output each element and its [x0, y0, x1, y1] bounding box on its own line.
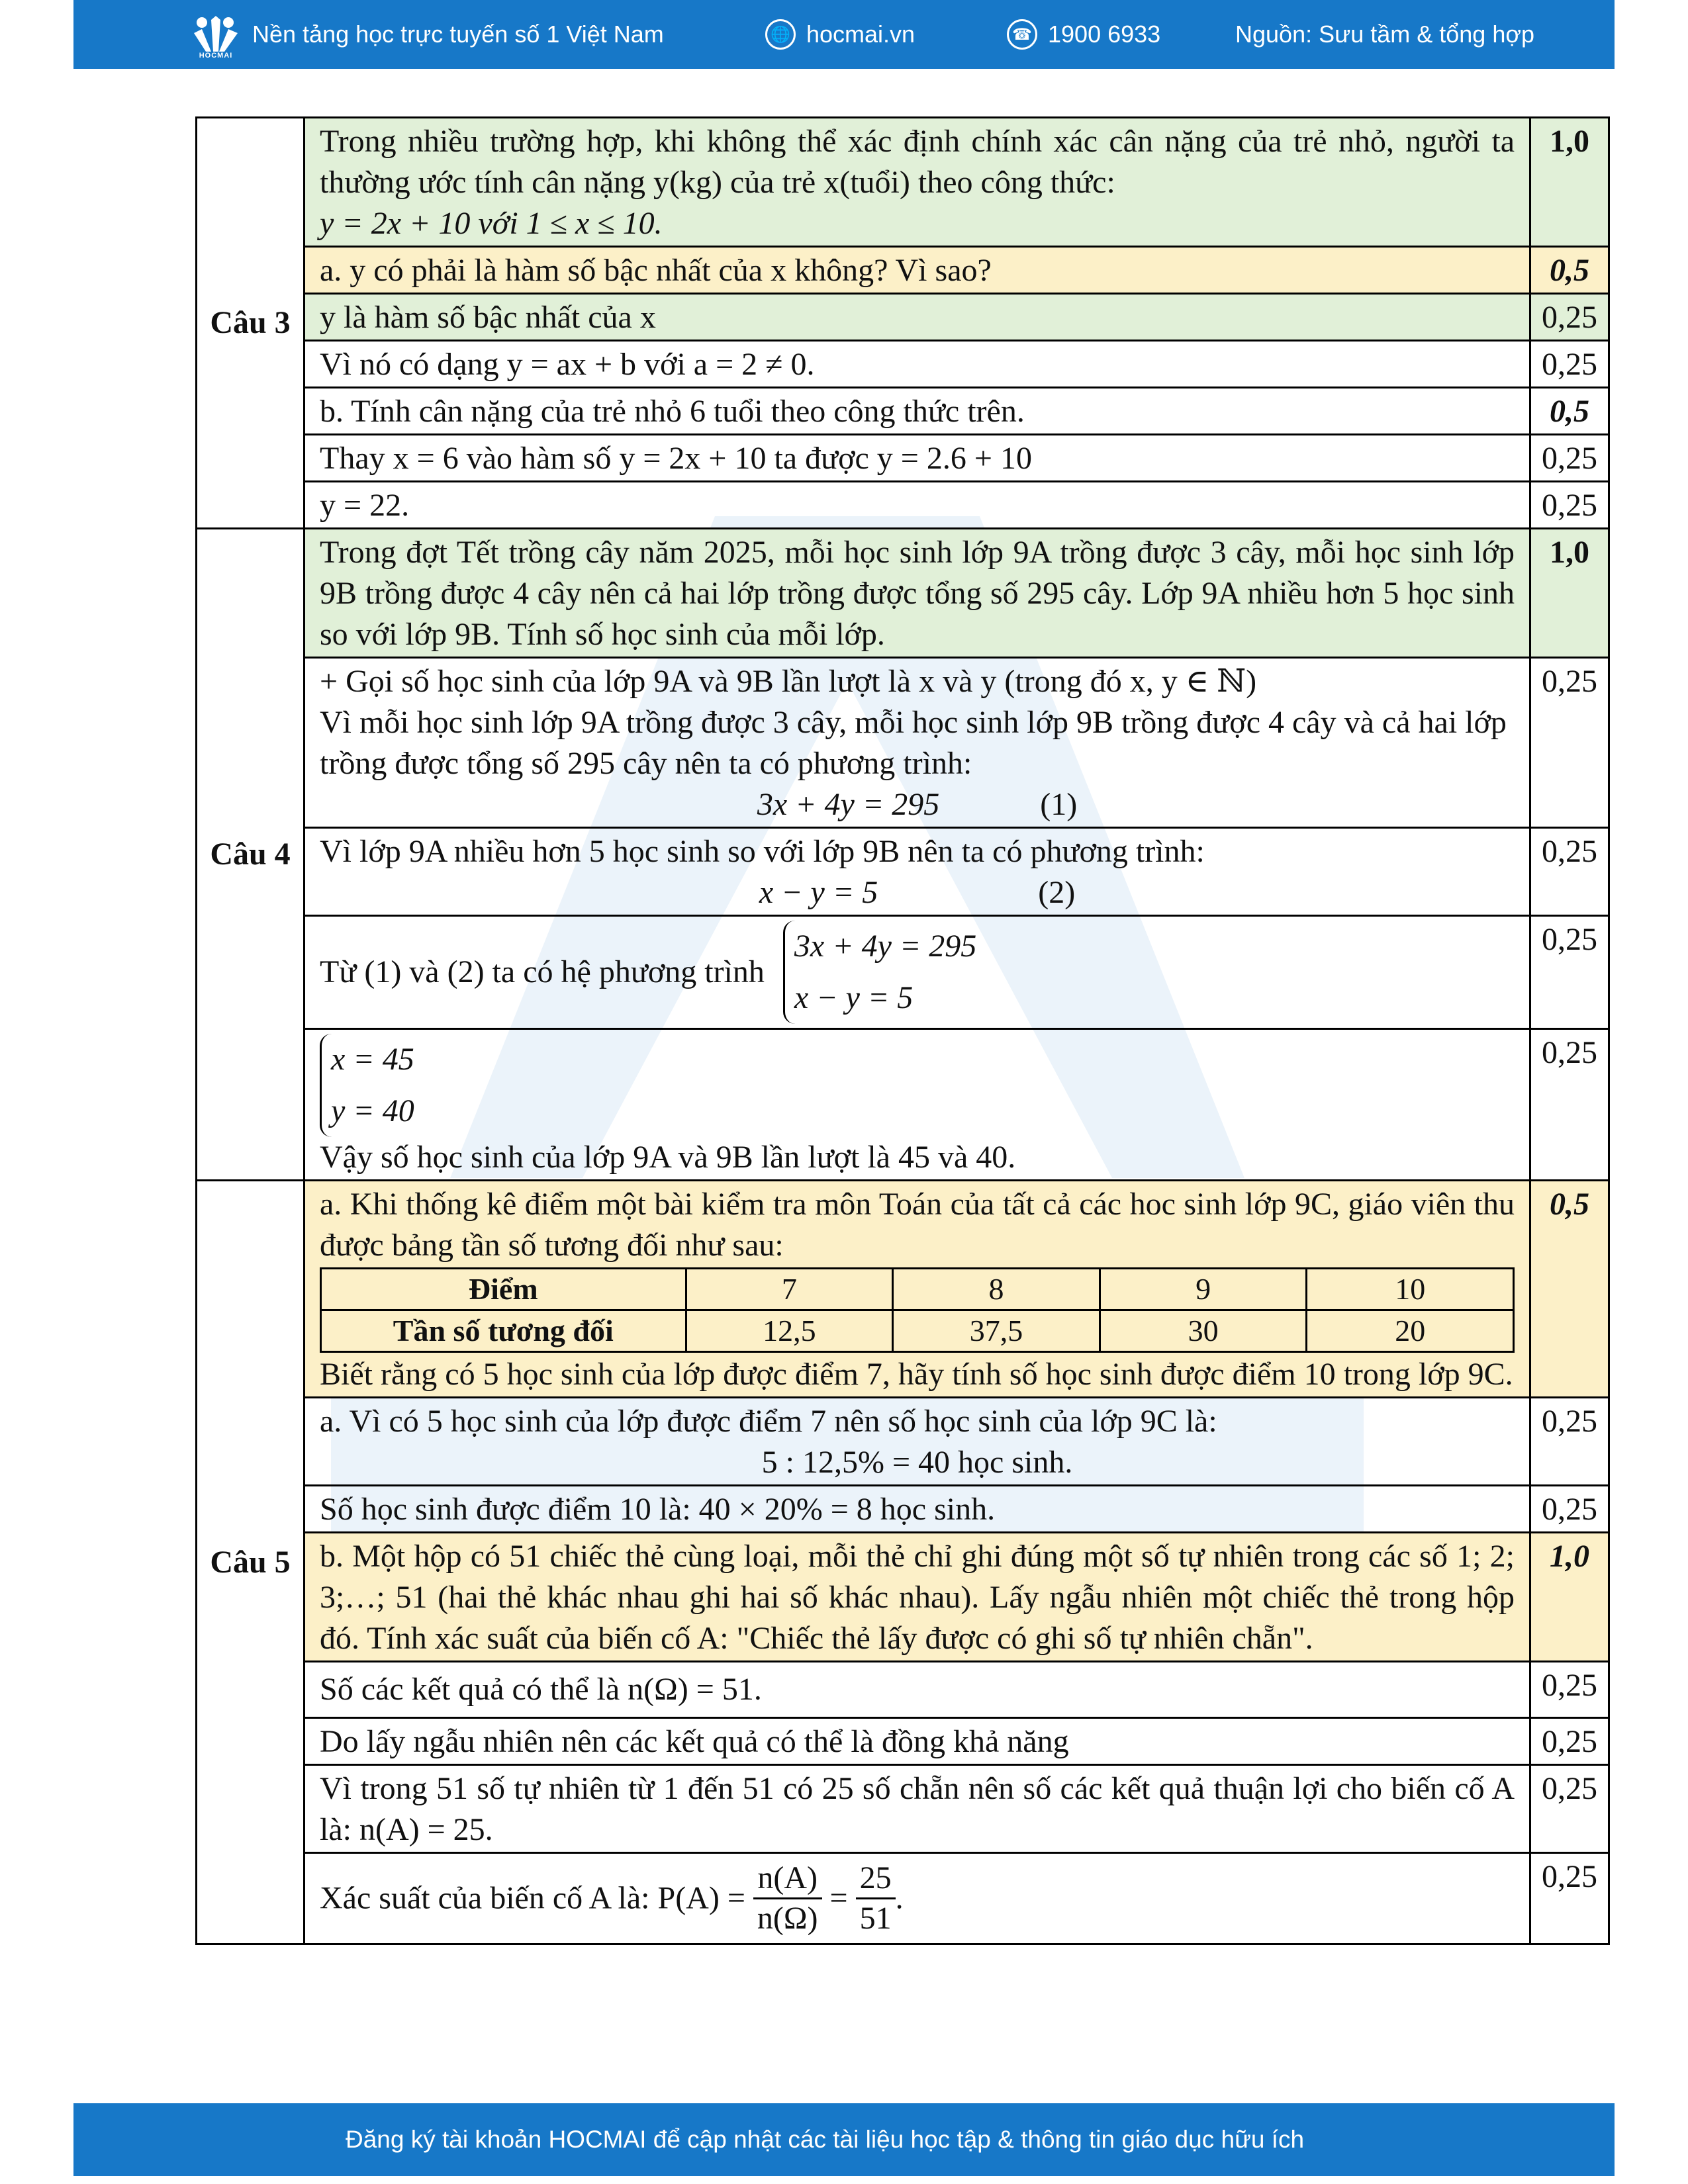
cau5-question-b: b. Một hộp có 51 chiếc thẻ cùng loại, mỗi thẻ chỉ ghi đúng một số tự nhiên trong các số 1; 2; 3;…; 51 (hai thẻ khác nhau ghi hai số khác nhau). Lấy ngẫu nhiên một chiếc thẻ trong hộp đó. Tính xác suất của biến cố A: "Chiếc thẻ lấy được có ghi số tự nhiên chẵn".: [305, 1533, 1530, 1662]
phone-text: 1900 6933: [1048, 21, 1161, 48]
score-cell: 7: [686, 1269, 893, 1310]
cau3-intro-points: 1,0: [1530, 118, 1609, 247]
cau4-intro-points: 1,0: [1530, 529, 1609, 658]
hocmai-logo[interactable]: [189, 8, 243, 61]
phone-icon: ☎: [1007, 19, 1037, 50]
score-cell: 8: [893, 1269, 1100, 1310]
cau5-answer-b3: Vì trong 51 số tự nhiên từ 1 đến 51 có 25 số chẵn nên số các kết quả thuận lợi cho biến cố A là: n(A) = 25.: [305, 1765, 1530, 1853]
cau5-answer-a1-equation: 5 : 12,5% = 40 học sinh.: [761, 1445, 1073, 1480]
cau3-answer-a2: Vì nó có dạng y = ax + b với a = 2 ≠ 0.: [305, 341, 1530, 388]
cau4-step1-line2: Vì mỗi học sinh lớp 9A trồng được 3 cây, mỗi học sinh lớp 9B trồng được 4 cây và cả hai lớp trồng được tổng số 295 cây nên ta có phương trình:: [320, 705, 1507, 781]
cau3-answer-a1-points: 0,25: [1530, 294, 1609, 341]
frequency-table-row: [321, 1310, 1514, 1352]
frequency-header-tan-so: Tần số tương đối: [321, 1310, 686, 1352]
cau5-answer-a2-points: 0,25: [1530, 1486, 1609, 1533]
phone-link[interactable]: [1007, 0, 1160, 69]
cau4-step2-equation: [320, 872, 1515, 913]
frequency-table-row: [321, 1269, 1514, 1310]
solution-x: x = 45: [331, 1042, 414, 1077]
equation-1-number: (1): [1040, 787, 1078, 822]
cau4-step2-points: 0,25: [1530, 828, 1609, 916]
cau4-step1-points: 0,25: [1530, 658, 1609, 828]
probability-end: .: [895, 1880, 904, 1916]
cau4-intro: Trong đợt Tết trồng cây năm 2025, mỗi học sinh lớp 9A trồng được 3 cây, mỗi học sinh lớp 9B trồng được 4 cây nên cả hai lớp trồng được tổng số 295 cây. Lớp 9A nhiều hơn 5 học sinh so với lớp 9B. Tính số học sinh của mỗi lớp.: [305, 529, 1530, 658]
cau3-answer-a1: y là hàm số bậc nhất của x: [305, 294, 1530, 341]
footer-text: Đăng ký tài khoản HOCMAI để cập nhật các tài liệu học tập & thông tin giáo dục hữu ích: [346, 2126, 1305, 2153]
cau3-answer-a2-points: 0,25: [1530, 341, 1609, 388]
cau5-answer-b4: [305, 1853, 1530, 1944]
cau4-step3-line: Từ (1) và (2) ta có hệ phương trình: [320, 954, 765, 989]
cau5-question-a: [305, 1181, 1530, 1398]
cau4-system: [783, 921, 976, 1024]
cau5-answer-a1: [305, 1398, 1530, 1486]
fraction-1-denominator: n(Ω): [757, 1901, 818, 1936]
fraction-2-denominator: 51: [859, 1901, 892, 1936]
cau4-step1: [305, 658, 1530, 828]
cau5-answer-b2-points: 0,25: [1530, 1718, 1609, 1765]
solution-y: y = 40: [331, 1093, 414, 1128]
system-eq-1: 3x + 4y = 295: [794, 929, 977, 964]
header-bar: [73, 0, 1615, 69]
source-text: Nguồn: Sưu tầm & tổng hợp: [1235, 21, 1534, 48]
cau3-question-b-points: 0,5: [1530, 388, 1609, 435]
fraction-2-numerator: 25: [856, 1859, 896, 1899]
logo-text: HOCMAI: [199, 52, 233, 60]
cau5-question-a-end: Biết rằng có 5 học sinh của lớp được điểm 7, hãy tính số học sinh được điểm 10 trong lớp 9C.: [320, 1357, 1513, 1392]
cau4-step2-line: Vì lớp 9A nhiều hơn 5 học sinh so với lớp 9B nên ta có phương trình:: [320, 834, 1205, 869]
cau5-answer-a2: Số học sinh được điểm 10 là: 40 × 20% = 8 học sinh.: [305, 1486, 1530, 1533]
cau3-answer-b1: Thay x = 6 vào hàm số y = 2x + 10 ta được y = 2.6 + 10: [305, 435, 1530, 482]
cau4-step1-equation: [320, 784, 1515, 825]
score-cell: 10: [1307, 1269, 1514, 1310]
frequency-cell: 37,5: [893, 1310, 1100, 1352]
cau5-question-a-text: a. Khi thống kê điểm một bài kiểm tra môn Toán của tất cả các hoc sinh lớp 9C, giáo viên thu được bảng tần số tương đối như sau:: [320, 1187, 1515, 1263]
tagline: Nền tảng học trực tuyến số 1 Việt Nam: [252, 21, 664, 48]
cau4-step4-points: 0,25: [1530, 1029, 1609, 1181]
cau5-question-b-points: 1,0: [1530, 1533, 1609, 1662]
cau4-step3-points: 0,25: [1530, 916, 1609, 1029]
equals-sign: =: [829, 1880, 848, 1916]
cau3-answer-b2: y = 22.: [305, 482, 1530, 529]
cau3-question-a: a. y có phải là hàm số bậc nhất của x không? Vì sao?: [305, 247, 1530, 294]
cau4-step4: [305, 1029, 1530, 1181]
globe-icon: 🌐: [765, 19, 796, 50]
probability-fraction-1: [753, 1859, 822, 1938]
cau5-question-a-points: 0,5: [1530, 1181, 1609, 1398]
cau5-answer-b1: Số các kết quả có thể là n(Ω) = 51.: [305, 1662, 1530, 1718]
cau4-step3: [305, 916, 1530, 1029]
cau3-intro: [305, 118, 1530, 247]
system-eq-2: x − y = 5: [794, 980, 914, 1015]
website-text: hocmai.vn: [806, 21, 915, 48]
cau4-step2: [305, 828, 1530, 916]
cau5-answer-a1-line: a. Vì có 5 học sinh của lớp được điểm 7 nên số học sinh của lớp 9C là:: [320, 1404, 1217, 1439]
equation-1: 3x + 4y = 295: [757, 787, 940, 822]
cau3-answer-b1-points: 0,25: [1530, 435, 1609, 482]
fraction-1-numerator: n(A): [753, 1859, 822, 1899]
website-link[interactable]: [765, 0, 915, 69]
frequency-cell: 30: [1100, 1310, 1307, 1352]
cau3-answer-b2-points: 0,25: [1530, 482, 1609, 529]
frequency-header-diem: Điểm: [321, 1269, 686, 1310]
cau3-question-b: b. Tính cân nặng của trẻ nhỏ 6 tuổi theo công thức trên.: [305, 388, 1530, 435]
cau5-answer-b1-points: 0,25: [1530, 1662, 1609, 1718]
cau4-solution: [320, 1034, 414, 1137]
cau4-step1-line1: + Gọi số học sinh của lớp 9A và 9B lần lượt là x và y (trong đó x, y ∈ ℕ): [320, 664, 1257, 699]
frequency-cell: 12,5: [686, 1310, 893, 1352]
question-label-cau3: Câu 3: [197, 118, 305, 529]
cau5-answer-b2: Do lấy ngẫu nhiên nên các kết quả có thể là đồng khả năng: [305, 1718, 1530, 1765]
question-label-cau4: Câu 4: [197, 529, 305, 1181]
probability-prefix: Xác suất của biến cố A là: P(A) =: [320, 1880, 745, 1916]
hocmai-logo-icon: [189, 13, 243, 56]
equation-2-number: (2): [1038, 875, 1076, 910]
answer-table: [195, 116, 1610, 1945]
cau3-question-a-points: 0,5: [1530, 247, 1609, 294]
question-label-cau5: Câu 5: [197, 1181, 305, 1944]
score-cell: 9: [1100, 1269, 1307, 1310]
probability-fraction-2: [856, 1859, 896, 1938]
cau4-conclusion: Vậy số học sinh của lớp 9A và 9B lần lượt là 45 và 40.: [320, 1140, 1016, 1175]
cau5-answer-b3-points: 0,25: [1530, 1765, 1609, 1853]
frequency-table: [320, 1267, 1515, 1353]
cau3-formula: y = 2x + 10 với 1 ≤ x ≤ 10.: [320, 206, 663, 241]
cau5-answer-b4-points: 0,25: [1530, 1853, 1609, 1944]
footer-bar[interactable]: [73, 2103, 1615, 2176]
cau5-answer-a1-points: 0,25: [1530, 1398, 1609, 1486]
cau3-intro-text: Trong nhiều trường hợp, khi không thể xác định chính xác cân nặng của trẻ nhỏ, người ta thường ước tính cân nặng y(kg) của trẻ x(tuổi) theo công thức:: [320, 124, 1515, 200]
equation-2: x − y = 5: [759, 875, 878, 910]
frequency-cell: 20: [1307, 1310, 1514, 1352]
